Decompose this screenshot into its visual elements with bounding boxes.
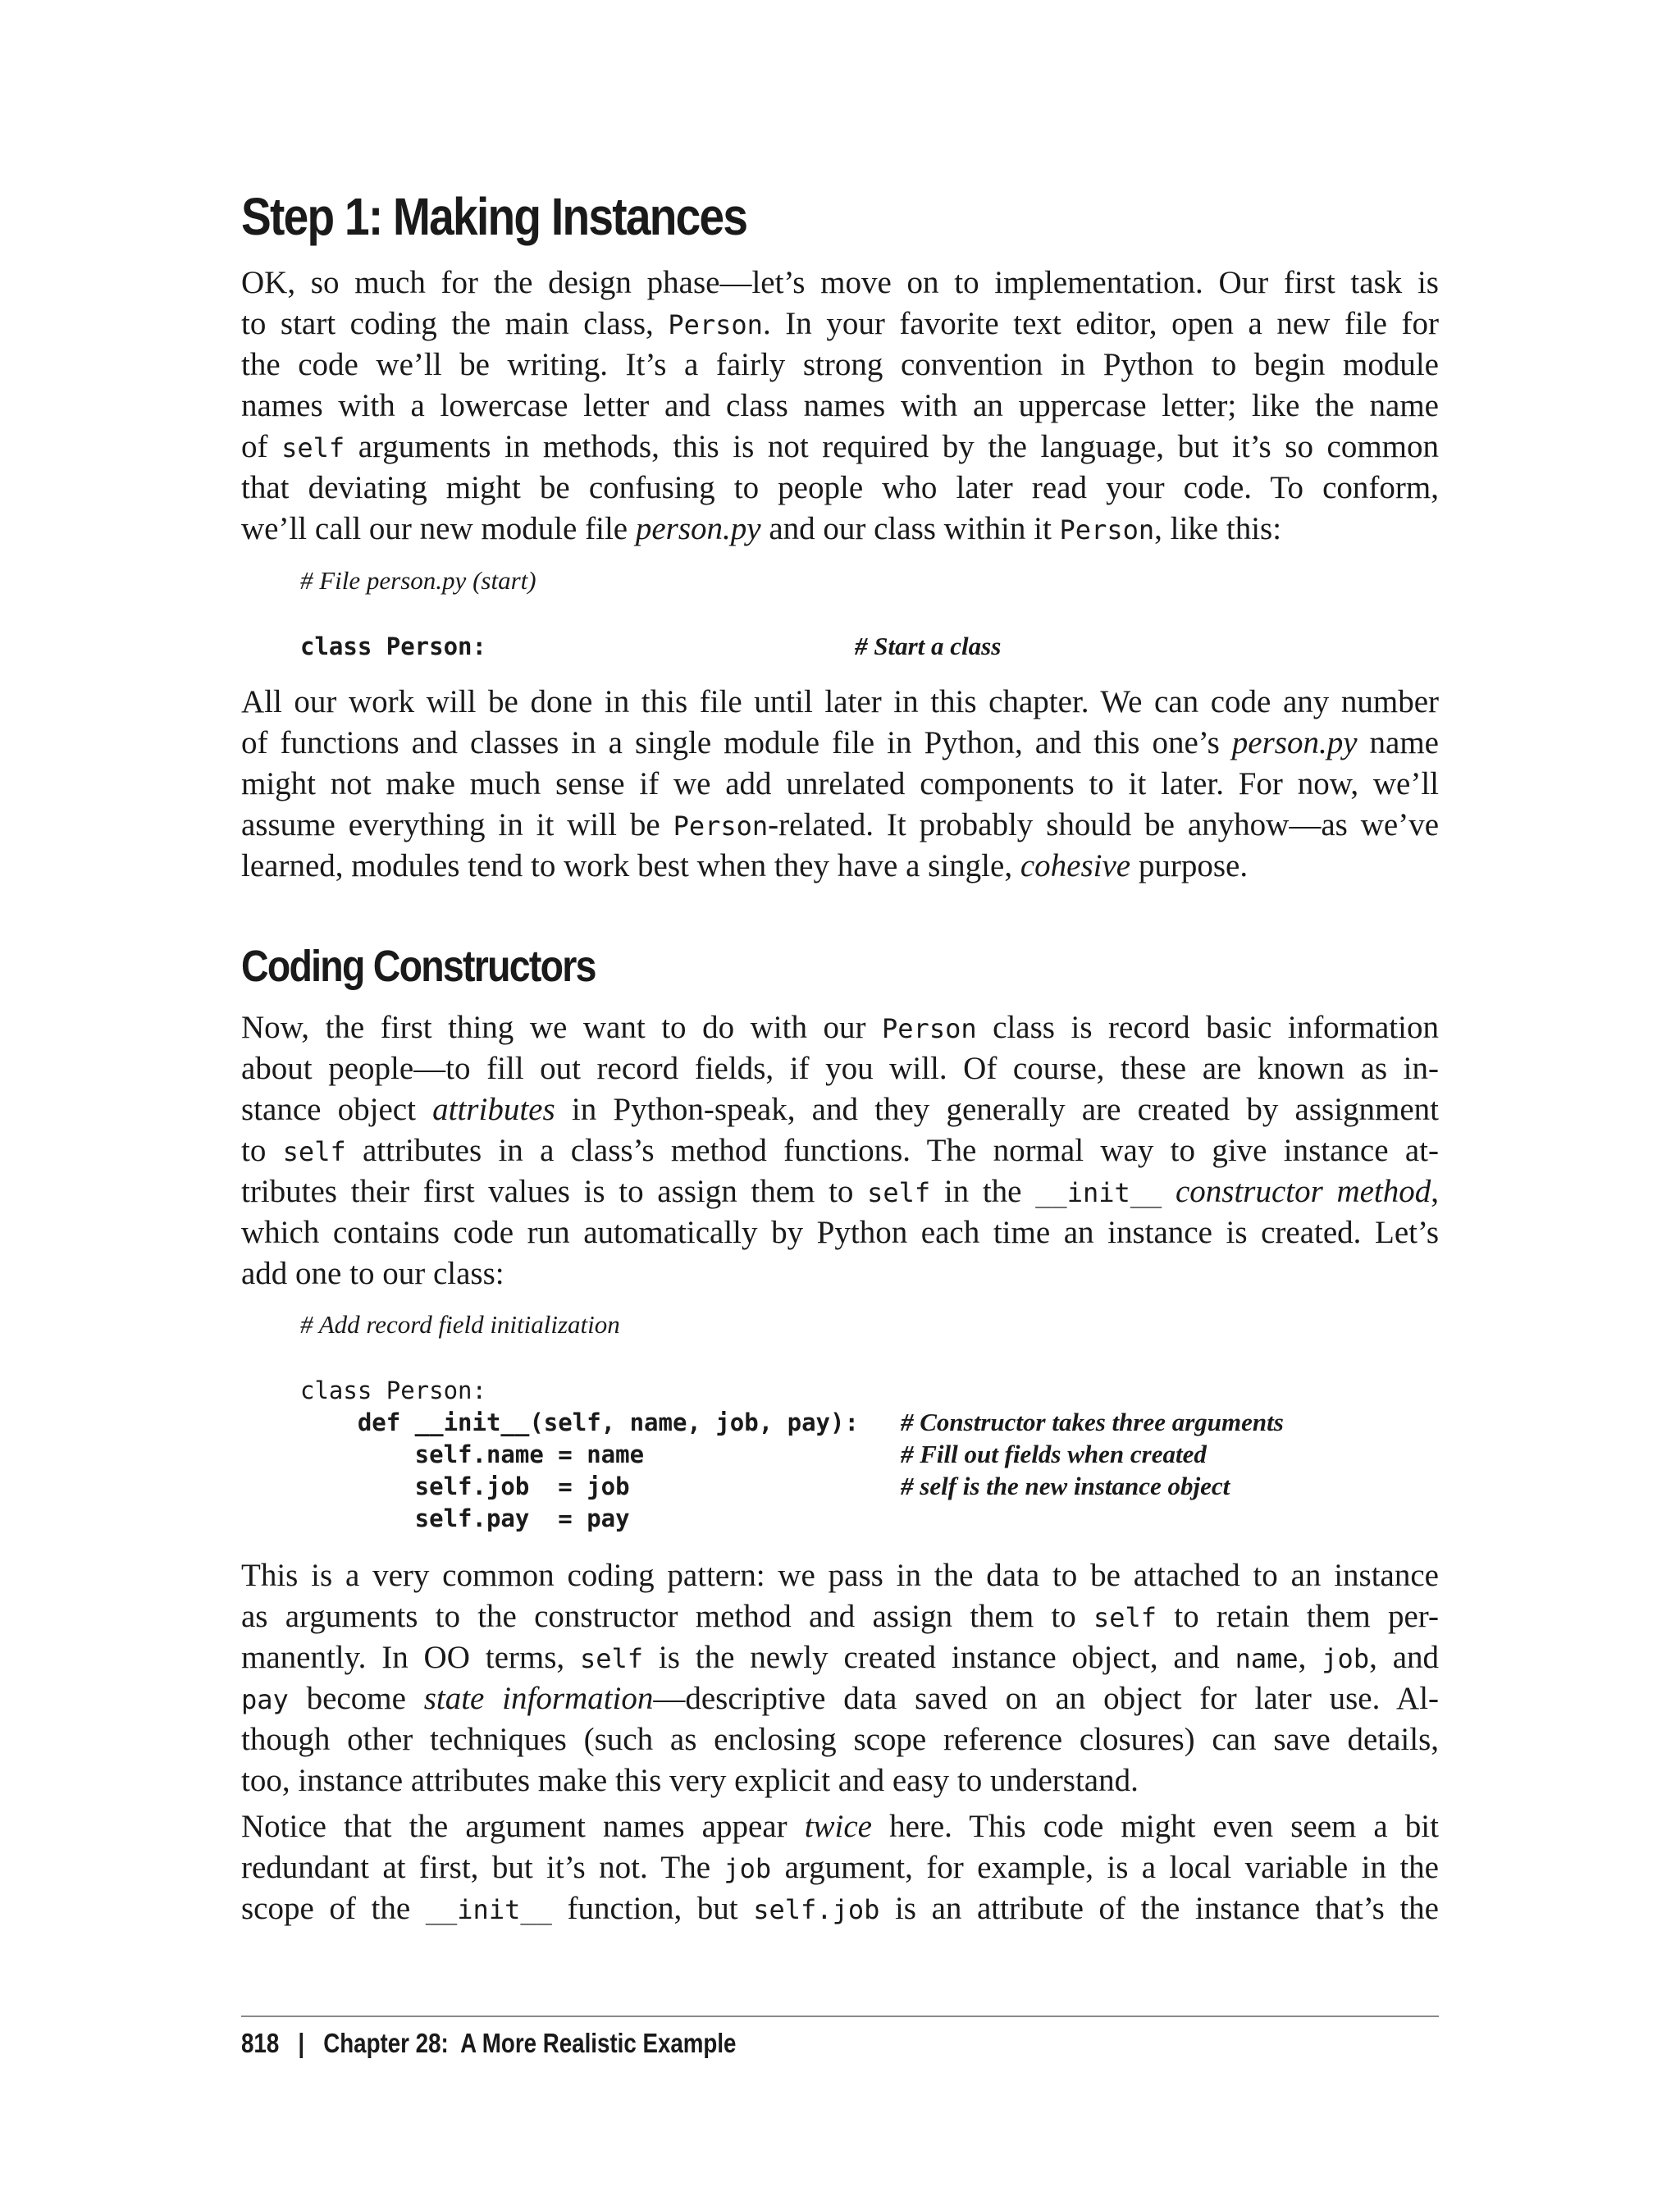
text: is the newly created instance object, and: [643, 1640, 1235, 1675]
text-line: [241, 1171, 1439, 1212]
paragraph-module: [241, 682, 1439, 887]
code-line: [300, 1470, 630, 1503]
text: names with a lowercase letter and class names with an uppercase letter; like the name: [241, 388, 1439, 423]
text: of functions and classes in a single module file in Python, and this one’s: [241, 725, 1232, 760]
text: purpose.: [1130, 848, 1249, 883]
text: , and: [1369, 1640, 1439, 1675]
section-heading-step1: Step 1: Making Instances: [241, 187, 747, 246]
page-number: 818: [241, 2028, 280, 2058]
text-line: [241, 682, 1439, 723]
paragraph-intro: [241, 262, 1439, 550]
text: in Python-speak, and they generally are created by assignment: [555, 1092, 1440, 1127]
text: stance object: [241, 1092, 433, 1127]
text: add one to our class:: [241, 1256, 504, 1291]
text-line: [241, 386, 1439, 427]
text-line: [241, 1678, 1439, 1719]
emphasis: constructor method: [1175, 1174, 1431, 1209]
text: here. This code might even seem a bit: [872, 1809, 1439, 1844]
text: class is record basic information: [976, 1010, 1439, 1045]
text: learned, modules tend to work best when they have a single,: [241, 848, 1020, 883]
text: Now, the first thing we want to do with our: [241, 1010, 883, 1045]
code-comment: # Start a class: [855, 632, 1002, 660]
text: function, but: [551, 1891, 754, 1926]
text: ,: [1298, 1640, 1322, 1675]
text: and our class within it: [760, 511, 1060, 546]
inline-code: name: [1235, 1643, 1299, 1674]
text-line: [241, 427, 1439, 468]
code-text: def __init__(self, name, job, pay):: [300, 1408, 859, 1436]
code-comment: # self is the new instance object: [901, 1472, 1230, 1500]
text: too, instance attributes make this very explicit and easy to understand.: [241, 1763, 1139, 1798]
emphasis: cohesive: [1020, 848, 1131, 883]
inline-code: job: [724, 1853, 772, 1884]
text-line: [241, 345, 1439, 386]
text: that deviating might be confusing to people who later read your code. To conform,: [241, 470, 1439, 505]
text-line: [241, 805, 1439, 846]
inline-code: Person: [668, 309, 763, 340]
footer-separator: |: [298, 2028, 305, 2058]
text: is an attribute of the instance that’s the: [879, 1891, 1439, 1926]
text: in the: [930, 1174, 1036, 1209]
footer-rule: [241, 2016, 1439, 2017]
paragraph-constructors: [241, 1007, 1439, 1294]
code-line: [300, 1374, 486, 1407]
code-line: [300, 630, 486, 663]
text-line: [241, 1130, 1439, 1171]
text: redundant at first, but it’s not. The: [241, 1850, 724, 1885]
text: assume everything in it will be: [241, 807, 673, 842]
text-line: [241, 1007, 1439, 1048]
section-heading-constructors: Coding Constructors: [241, 942, 596, 991]
inline-code: __init__: [1035, 1177, 1162, 1208]
text: of: [241, 429, 282, 464]
inline-code: self: [867, 1177, 931, 1208]
emphasis: person.py: [1231, 725, 1358, 760]
text-line: [241, 1212, 1439, 1253]
inline-code: self: [281, 432, 345, 463]
text: though other techniques (such as enclosing scope reference closures) can save details,: [241, 1722, 1439, 1757]
text-line: [241, 509, 1439, 550]
text: about people—to fill out record fields, if you will. Of course, these are known as in-: [241, 1051, 1439, 1086]
text-line: [241, 1760, 1439, 1801]
paragraph-twice: [241, 1806, 1439, 1929]
text: All our work will be done in this file until later in this chapter. We can code any number: [241, 684, 1439, 719]
inline-code: self: [282, 1136, 346, 1167]
text: we’ll call our new module file: [241, 511, 636, 546]
text-line: [241, 723, 1439, 764]
inline-code: self: [1093, 1602, 1157, 1633]
code-line: [300, 1438, 644, 1471]
emphasis: attributes: [432, 1092, 555, 1127]
text-line: [241, 1847, 1439, 1888]
text-line: [241, 764, 1439, 805]
text: arguments in methods, this is not required by the language, but it’s so common: [345, 429, 1439, 464]
code-text: self.job = job: [300, 1472, 630, 1500]
code-line: [300, 1406, 859, 1439]
text: name: [1357, 725, 1439, 760]
text-line: [241, 1048, 1439, 1089]
inline-code: self: [580, 1643, 644, 1674]
text: . In your favorite text editor, open a new file for: [762, 306, 1439, 341]
text: Notice that the argument names appear: [241, 1809, 805, 1844]
text: which contains code run automatically by Python each time an instance is created. Let’s: [241, 1215, 1439, 1250]
text: become: [288, 1681, 424, 1716]
text-line: [241, 1719, 1439, 1760]
inline-code: __init__: [425, 1894, 552, 1925]
emphasis: person.py: [635, 511, 761, 546]
inline-code: self.job: [753, 1894, 880, 1925]
text: might not make much sense if we add unrelated components to it later. For now, we’ll: [241, 766, 1439, 801]
text: to start coding the main class,: [241, 306, 669, 341]
text: to: [241, 1133, 283, 1168]
code-comment: # Constructor takes three arguments: [901, 1408, 1284, 1436]
text-line: [241, 1806, 1439, 1847]
text-line: [241, 846, 1439, 887]
text-line: [241, 1596, 1439, 1637]
text-line: [241, 1253, 1439, 1294]
text: tributes their first values is to assign them to: [241, 1174, 868, 1209]
text: as arguments to the constructor method and assign them to: [241, 1599, 1093, 1634]
inline-code: Person: [882, 1013, 977, 1044]
text-line: [241, 468, 1439, 509]
text-line: [241, 1637, 1439, 1678]
inline-code: pay: [241, 1684, 289, 1715]
text-line: [241, 262, 1439, 304]
chapter-title: Chapter 28: A More Realistic Example: [323, 2028, 737, 2058]
text: This is a very common coding pattern: we pass in the data to be attached to an instance: [241, 1558, 1439, 1593]
code-text: self.name = name: [300, 1440, 645, 1468]
code-text: class Person:: [300, 1376, 486, 1404]
code-line: [300, 1502, 630, 1535]
inline-code: Person: [1059, 514, 1155, 546]
text-line: [241, 304, 1439, 345]
text-line: [241, 1089, 1439, 1130]
emphasis: twice: [804, 1809, 872, 1844]
code-text: class Person:: [300, 632, 486, 660]
text: , like this:: [1154, 511, 1282, 546]
text: manently. In OO terms,: [241, 1640, 580, 1675]
code-comment: # Fill out fields when created: [901, 1440, 1207, 1468]
text: argument, for example, is a local variable in the: [771, 1850, 1439, 1885]
text: the code we’ll be writing. It’s a fairly strong convention in Python to begin module: [241, 347, 1439, 382]
inline-code: Person: [673, 810, 769, 842]
paragraph-pattern: [241, 1555, 1439, 1801]
page-footer: [241, 2023, 736, 2064]
text: to retain them per-: [1157, 1599, 1439, 1634]
code-comment: # Add record field initialization: [300, 1310, 620, 1339]
text: scope of the: [241, 1891, 426, 1926]
text: OK, so much for the design phase—let’s move on to implementation. Our first task is: [241, 265, 1439, 300]
emphasis: state information: [423, 1681, 654, 1716]
text-line: [241, 1555, 1439, 1596]
text: attributes in a class’s method functions. The normal way to give instance at-: [345, 1133, 1440, 1168]
code-comment: # File person.py (start): [300, 566, 536, 595]
inline-code: job: [1322, 1643, 1370, 1674]
text: —descriptive data saved on an object for later use. Al-: [653, 1681, 1440, 1716]
text: -related. It probably should be anyhow—as we’ve: [768, 807, 1440, 842]
text: ,: [1431, 1174, 1440, 1209]
text: [1162, 1174, 1176, 1209]
code-text: self.pay = pay: [300, 1504, 630, 1532]
text-line: [241, 1888, 1439, 1929]
